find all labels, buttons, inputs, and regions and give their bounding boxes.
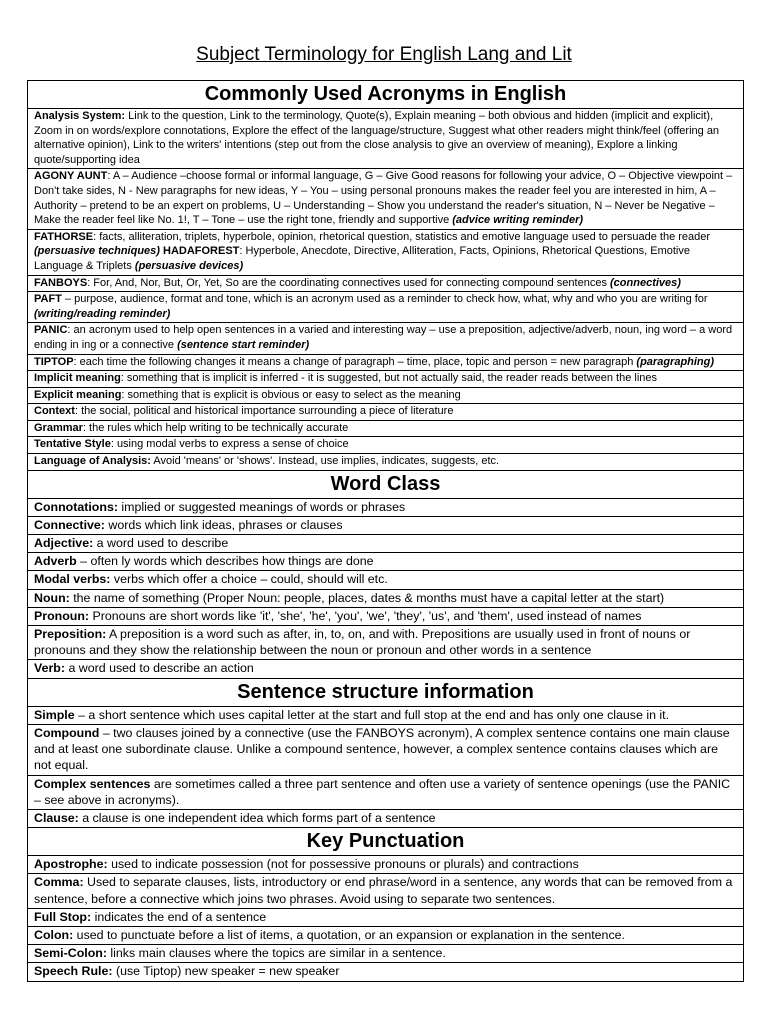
definition: links main clauses where the topics are similar in a sentence. xyxy=(106,946,446,961)
acronym-row-context xyxy=(28,404,744,421)
section-heading-acronyms: Commonly Used Acronyms in English xyxy=(28,81,744,109)
term: Implicit meaning xyxy=(34,372,121,385)
acronym-row-language-of-analysis xyxy=(28,454,744,471)
word-class-row xyxy=(28,660,744,678)
definition: verbs which offer a choice – could, should will etc. xyxy=(110,572,388,587)
term: Adjective: xyxy=(34,536,94,551)
term: Context xyxy=(34,405,75,418)
term: Grammar xyxy=(34,421,83,434)
definition: Avoid 'means' or 'shows'. Instead, use implies, indicates, suggests, etc. xyxy=(150,455,500,468)
term: Full Stop: xyxy=(34,909,92,924)
term: Preposition: xyxy=(34,627,107,642)
term: Noun: xyxy=(34,590,70,605)
acronym-row-explicit xyxy=(28,387,744,404)
term: Language of Analysis: xyxy=(34,455,151,468)
reminder-note: (paragraphing) xyxy=(636,355,715,368)
definition: – two clauses joined by a connective (use the FANBOYS acronym), A complex sentence contains one main clause and at least one subordinate clause. Unlike a compound sentence, however, a complex sentence contains clauses which are not equal. xyxy=(34,725,730,773)
sentence-row xyxy=(28,775,744,809)
word-class-row xyxy=(28,571,744,589)
definition: a word used to describe an action xyxy=(65,661,254,676)
punctuation-row xyxy=(28,926,744,944)
reminder-note: (persuasive devices) xyxy=(134,259,244,272)
definition: – often ly words which describes how things are done xyxy=(76,554,374,569)
acronym-row-tiptop xyxy=(28,354,744,371)
definition: words which link ideas, phrases or clauses xyxy=(104,517,343,532)
acronym-row-grammar xyxy=(28,420,744,437)
definition: : A – Audience –choose formal or informal language, G – Give Good reasons for following your advice, O – Objective viewpoint – Don't take sides, N - New paragraphs for new ideas, Y – You – using personal pronouns makes the reader feel you are interested in him, A – Authority – pretend to be an expert on problems, U – Understanding – Show you understand the reader's situation, N – Never be Negative – Make the reader feel like No. 1!, T – Tone – use the right tone, friendly and supportive xyxy=(34,170,733,227)
term: AGONY AUNT xyxy=(34,170,108,183)
reminder-note: (persuasive techniques) xyxy=(34,245,160,258)
definition: : each time the following changes it means a change of paragraph – time, place, topic and person = new paragraph xyxy=(73,355,637,368)
section-heading-sentence-structure: Sentence structure information xyxy=(28,678,744,706)
definition: used to punctuate before a list of items, a quotation, or an expansion or explanation in the sentence. xyxy=(73,927,625,942)
acronym-row-panic xyxy=(28,323,744,354)
sentence-row xyxy=(28,809,744,827)
term: Explicit meaning xyxy=(34,388,122,401)
definition: – a short sentence which uses capital letter at the start and full stop at the end and has only one clause in it. xyxy=(74,707,670,722)
reminder-note: (advice writing reminder) xyxy=(452,214,584,227)
term: Complex sentences xyxy=(34,776,151,791)
term: Clause: xyxy=(34,810,79,825)
term: Comma: xyxy=(34,875,84,890)
section-heading-word-class: Word Class xyxy=(28,470,744,498)
page-title: Subject Terminology for English Lang and Lit xyxy=(196,44,572,65)
term: Colon: xyxy=(34,927,74,942)
term: Apostrophe: xyxy=(34,857,108,872)
definition: Used to separate clauses, lists, introductory or end phrase/word in a sentence, any words that can be removed from a sentence, before a connective which joins two phrases. Avoid using to separate two sentences. xyxy=(34,875,733,906)
terminology-table xyxy=(27,80,744,982)
definition: indicates the end of a sentence xyxy=(91,909,267,924)
definition: : For, And, Nor, But, Or, Yet, So are the coordinating connectives used for connecting compound sentences xyxy=(87,276,611,289)
definition: a clause is one independent idea which forms part of a sentence xyxy=(78,810,436,825)
word-class-row xyxy=(28,553,744,571)
definition: – purpose, audience, format and tone, which is an acronym used as a reminder to check how, what, why and who you are writing for xyxy=(61,293,708,306)
definition: : facts, alliteration, triplets, hyperbole, opinion, rhetorical question, statistics and emotive language used to persuade the reader xyxy=(93,230,711,243)
definition: : Hyperbole, Anecdote, Directive, Alliteration, Facts, Opinions, Rhetorical Questions, Emotive Language & Triplets xyxy=(34,245,690,272)
term: Compound xyxy=(34,725,100,740)
word-class-row xyxy=(28,516,744,534)
definition: : something that is explicit is obvious or easy to select as the meaning xyxy=(121,388,461,401)
definition: : something that is implicit is inferred - it is suggested, but not actually said, the reader reads between the lines xyxy=(120,372,658,385)
definition: are sometimes called a three part sentence and often use a variety of sentence openings (use the PANIC – see above in acronyms). xyxy=(34,776,731,807)
term: PANIC xyxy=(34,324,68,337)
term: Pronoun: xyxy=(34,608,90,623)
punctuation-row xyxy=(28,945,744,963)
acronym-row-implicit xyxy=(28,371,744,388)
acronyms-section xyxy=(28,81,744,471)
acronym-row-fathorse xyxy=(28,229,744,275)
term: Connective: xyxy=(34,517,105,532)
reminder-note: (writing/reading reminder) xyxy=(34,307,171,320)
definition: (use Tiptop) new speaker = new speaker xyxy=(112,964,340,979)
term: Adverb xyxy=(34,554,77,569)
acronym-row-agony-aunt xyxy=(28,169,744,229)
reminder-note: (connectives) xyxy=(610,276,681,289)
punctuation-row xyxy=(28,874,744,908)
definition: Pronouns are short words like 'it', 'she', 'he', 'you', 'we', 'they', 'us', and 'them', used instead of names xyxy=(89,608,642,623)
punctuation-row xyxy=(28,856,744,874)
term: Speech Rule: xyxy=(34,964,113,979)
word-class-row xyxy=(28,607,744,625)
punctuation-row xyxy=(28,963,744,981)
punctuation-row xyxy=(28,908,744,926)
term: HADAFOREST xyxy=(159,245,240,258)
definition: a word used to describe xyxy=(93,536,229,551)
punctuation-section xyxy=(28,828,744,981)
term: Semi-Colon: xyxy=(34,946,107,961)
term: Modal verbs: xyxy=(34,572,111,587)
term: TIPTOP xyxy=(34,355,74,368)
sentence-row xyxy=(28,706,744,724)
section-heading-punctuation: Key Punctuation xyxy=(28,828,744,856)
reminder-note: (sentence start reminder) xyxy=(177,338,310,351)
sentence-row xyxy=(28,724,744,775)
definition: Link to the question, Link to the terminology, Quote(s), Explain meaning – both obvious and hidden (implicit and explicit), Zoom in on words/explore connotations, Explore the effect of the language/structure, Suggest what other readers might think/feel (offering an alternative opinion), Link to the writers' intentions (step out from the close analysis to give an overview of meaning), Explore a linking quote/supporting idea xyxy=(34,110,720,166)
acronym-row-tentative-style xyxy=(28,437,744,454)
term: PAFT xyxy=(34,293,62,306)
definition: used to indicate possession (not for possessive pronouns or plurals) and contractions xyxy=(107,857,579,872)
word-class-row xyxy=(28,535,744,553)
definition: : the rules which help writing to be technically accurate xyxy=(82,421,349,434)
word-class-row xyxy=(28,498,744,516)
word-class-section xyxy=(28,470,744,678)
acronym-row-paft xyxy=(28,292,744,323)
definition: : using modal verbs to express a sense of choice xyxy=(110,438,349,451)
sentence-structure-section xyxy=(28,678,744,827)
word-class-row xyxy=(28,626,744,660)
definition: : an acronym used to help open sentences in a varied and interesting way – use a preposition, adjective/adverb, noun, ing word – a word ending in ing or a connective xyxy=(34,324,733,351)
term: FANBOYS xyxy=(34,276,88,289)
term: Analysis System: xyxy=(34,110,126,122)
acronym-row-fanboys xyxy=(28,275,744,292)
term: Tentative Style xyxy=(34,438,111,451)
definition: A preposition is a word such as after, in, to, on, and with. Prepositions are usually used in front of nouns or pronouns and they show the relationship between the noun or pronoun and other words in a sentence xyxy=(34,627,691,658)
term: FATHORSE xyxy=(34,230,94,243)
term: Simple xyxy=(34,707,75,722)
term: Connotations: xyxy=(34,499,118,514)
term: Verb: xyxy=(34,661,65,676)
word-class-row xyxy=(28,589,744,607)
definition: the name of something (Proper Noun: people, places, dates & months must have a capital letter at the start) xyxy=(69,590,665,605)
definition: : the social, political and historical importance surrounding a piece of literature xyxy=(74,405,454,418)
definition: implied or suggested meanings of words or phrases xyxy=(117,499,406,514)
acronym-row-analysis-system xyxy=(28,109,744,169)
